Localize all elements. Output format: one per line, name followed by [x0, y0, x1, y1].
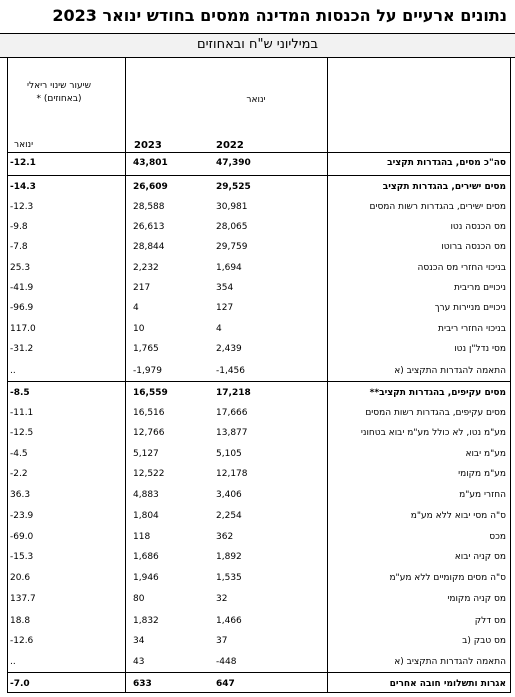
value-2023-cell: 26,609 [133, 182, 168, 192]
table-row [8, 238, 510, 258]
real-change-cell: -14.3 [10, 182, 36, 192]
value-2023-cell: 12,766 [133, 428, 165, 438]
real-change-cell: -4.5 [10, 449, 28, 459]
row-label: מע"מ מקומי [458, 469, 506, 479]
title-bar [0, 0, 515, 34]
real-change-cell: -96.9 [10, 303, 34, 313]
table-row [8, 198, 510, 218]
value-2022-cell: 47,390 [216, 158, 251, 168]
value-2022-cell: 17,666 [216, 408, 248, 418]
row-label: מס טבק (ב [462, 636, 506, 646]
real-change-cell: -7.0 [10, 679, 30, 689]
value-2023-cell: 633 [133, 679, 152, 689]
value-2022-cell: 4 [216, 324, 222, 334]
table-row [8, 299, 510, 319]
year-2022-header: 2022 [216, 140, 244, 151]
section-divider [8, 672, 510, 673]
row-label: מס קניה יבוא [454, 552, 506, 562]
value-2022-cell: 5,105 [216, 449, 242, 459]
value-2023-cell: 5,127 [133, 449, 159, 459]
real-change-cell: -12.6 [10, 636, 34, 646]
real-change-cell: -31.2 [10, 344, 34, 354]
table-row [8, 384, 510, 404]
value-2022-cell: 647 [216, 679, 235, 689]
real-change-cell: -12.3 [10, 202, 34, 212]
real-change-cell: 18.8 [10, 616, 31, 626]
value-2023-cell: 1,804 [133, 511, 159, 521]
row-label: התאמה להגדרות התקציב (א [394, 657, 506, 667]
value-2023-cell: 16,516 [133, 408, 165, 418]
value-2023-cell: 28,844 [133, 242, 165, 252]
row-label: סה"כ מסים, בהגדרות תקציב [387, 158, 506, 168]
table-row [8, 445, 510, 465]
value-2022-cell: 127 [216, 303, 234, 313]
header-divider [8, 152, 510, 153]
value-2023-cell: 10 [133, 324, 145, 334]
value-2022-cell: 362 [216, 532, 234, 542]
value-2023-cell: 4 [133, 303, 139, 313]
table-row [8, 569, 510, 589]
subtitle-bar [0, 34, 515, 58]
table-row [8, 178, 510, 198]
value-2022-cell: 29,759 [216, 242, 248, 252]
value-2023-cell: 1,686 [133, 552, 159, 562]
value-2023-cell: 1,765 [133, 344, 159, 354]
table-row [8, 528, 510, 548]
table-row [8, 486, 510, 506]
real-change-header: שיעור שינוי ריאלי (באחוזים) * [27, 81, 91, 104]
row-label: מסי נדל"ן נטו [454, 344, 506, 354]
page-subtitle: במיליוני ש"ח ובאחוזים [197, 37, 318, 52]
value-2022-cell: 1,535 [216, 573, 242, 583]
value-2022-cell: 1,694 [216, 263, 242, 273]
table-row [8, 320, 510, 340]
row-label: מסים ישירים, בהגדרות רשות המסים [369, 202, 506, 212]
real-change-cell: -8.5 [10, 388, 30, 398]
real-change-cell: -15.3 [10, 552, 34, 562]
value-2023-cell: -1,979 [133, 366, 163, 376]
value-2022-cell: 13,877 [216, 428, 248, 438]
value-2022-cell: 17,218 [216, 388, 251, 398]
row-label: בניכוי החזרי ריבית [438, 324, 506, 334]
value-2022-cell: 3,406 [216, 490, 242, 500]
value-2023-cell: 2,232 [133, 263, 159, 273]
real-change-cell: -23.9 [10, 511, 34, 521]
row-label: מע"מ יבוא [465, 449, 506, 459]
value-2022-cell: 1,466 [216, 616, 242, 626]
row-label: מסים ישירים, בהגדרות תקציב [382, 182, 506, 192]
value-2022-cell: 29,525 [216, 182, 251, 192]
real-change-cell: 117.0 [10, 324, 36, 334]
value-2023-cell: 4,883 [133, 490, 159, 500]
value-2023-cell: 26,613 [133, 222, 165, 232]
value-2022-cell: 30,981 [216, 202, 248, 212]
table-row [8, 259, 510, 279]
row-label: מס הכנסה נטו [450, 222, 506, 232]
row-label: ניכויים מריבית [453, 283, 506, 293]
section-divider [8, 175, 510, 176]
value-2023-cell: 1,946 [133, 573, 159, 583]
value-2022-cell: 354 [216, 283, 234, 293]
value-2023-cell: 12,522 [133, 469, 165, 479]
table-row [8, 653, 510, 673]
value-2022-cell: 2,439 [216, 344, 242, 354]
value-2023-cell: 16,559 [133, 388, 168, 398]
row-label: החזרי מע"מ [459, 490, 506, 500]
table-row [8, 465, 510, 485]
row-label: אגרות ותשלומי חובה אחרים [389, 679, 506, 689]
value-2023-cell: 118 [133, 532, 151, 542]
value-2023-cell: 43,801 [133, 158, 168, 168]
real-change-cell: 20.6 [10, 573, 31, 583]
value-2023-cell: 34 [133, 636, 145, 646]
real-change-cell: 25.3 [10, 263, 31, 273]
value-2022-cell: -448 [216, 657, 237, 667]
value-2023-cell: 28,588 [133, 202, 165, 212]
real-change-cell: -69.0 [10, 532, 34, 542]
real-change-cell: -9.8 [10, 222, 28, 232]
row-label: בניכוי החזרי מס הכנסה [417, 263, 506, 273]
row-label: התאמה להגדרות התקציב (א [394, 366, 506, 376]
row-label: ס"ה מסים מקומיים ללא מע"מ [389, 573, 506, 583]
value-2022-cell: 28,065 [216, 222, 248, 232]
section-divider [8, 381, 510, 382]
value-2023-cell: 80 [133, 594, 145, 604]
row-label: מכס [489, 532, 506, 542]
row-label: ס"ה מסי יבוא ללא מע"מ [410, 511, 506, 521]
row-label: מסים עקיפים, בהגדרות תקציב** [369, 388, 506, 398]
real-change-cell: -12.5 [10, 428, 34, 438]
row-label: מס דלק [474, 616, 506, 626]
year-2023-header: 2023 [134, 140, 162, 151]
row-label: מסים עקיפים, בהגדרות רשות המסים [365, 408, 506, 418]
value-2023-cell: 217 [133, 283, 151, 293]
table-row [8, 340, 510, 360]
value-2023-cell: 1,832 [133, 616, 159, 626]
row-label: מס הכנסה ברוטו [441, 242, 506, 252]
value-2022-cell: 2,254 [216, 511, 242, 521]
table-row [8, 507, 510, 527]
table-row [8, 279, 510, 299]
real-change-cell: 137.7 [10, 594, 36, 604]
table-row [8, 590, 510, 610]
value-2022-cell: 37 [216, 636, 228, 646]
row-label: מע"מ נטו, לא כולל מע"מ יבוא בטחוני [360, 428, 506, 438]
page-title: נתונים ארעיים על הכנסות המדינה ממסים בחודש ינואר 2023 [52, 6, 507, 25]
real-change-cell: 36.3 [10, 490, 31, 500]
real-change-cell: -2.2 [10, 469, 28, 479]
real-change-cell: .. [10, 366, 16, 376]
table-row [8, 548, 510, 568]
real-change-cell: -12.1 [10, 158, 36, 168]
value-2023-cell: 43 [133, 657, 145, 667]
real-change-cell: -11.1 [10, 408, 34, 418]
value-2022-cell: -1,456 [216, 366, 246, 376]
table-row [8, 632, 510, 652]
table-row [8, 612, 510, 632]
table-row [8, 218, 510, 238]
table-row [8, 404, 510, 424]
value-2022-cell: 12,178 [216, 469, 248, 479]
period-header: ינואר [246, 95, 266, 105]
table-row [8, 154, 510, 174]
real-change-period-header: ינואר [14, 140, 34, 150]
value-2022-cell: 1,892 [216, 552, 242, 562]
table-row [8, 675, 510, 695]
real-change-cell: -41.9 [10, 283, 34, 293]
row-label: מס קניה מקומי [447, 594, 506, 604]
table-row [8, 424, 510, 444]
real-change-cell: -7.8 [10, 242, 28, 252]
table-row [8, 362, 510, 382]
real-change-cell: .. [10, 657, 16, 667]
value-2022-cell: 32 [216, 594, 228, 604]
row-label: ניכויים מניירות ערך [434, 303, 506, 313]
